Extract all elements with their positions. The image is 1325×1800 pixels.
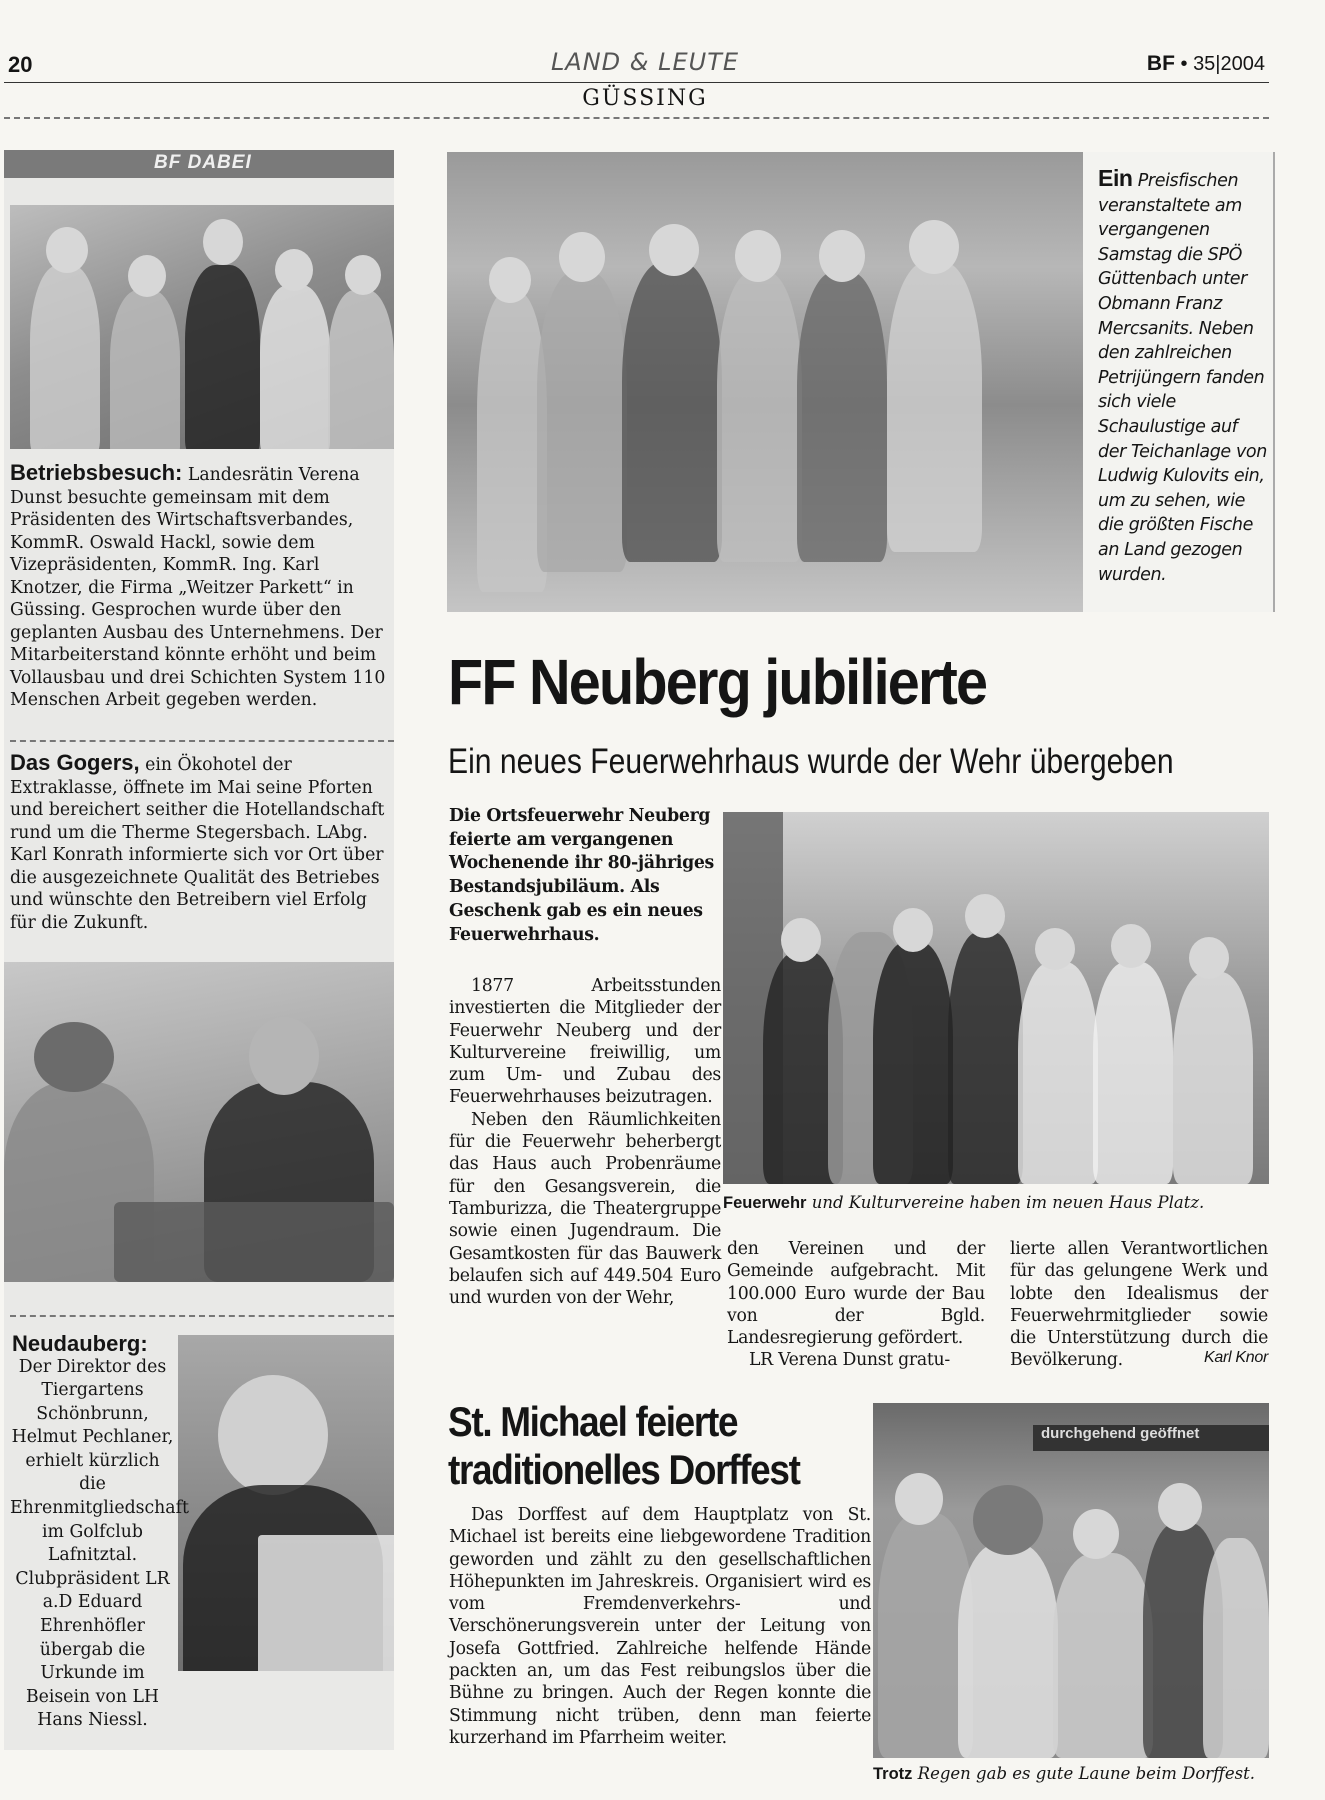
issue-number: 35|2004 <box>1193 53 1265 75</box>
photo-betriebsbesuch <box>10 205 394 449</box>
caption-preisfischen <box>1098 166 1268 587</box>
sidebar-divider <box>10 740 394 742</box>
photo-gogers <box>4 962 394 1282</box>
header-rule <box>4 82 1269 83</box>
photo-caption-lead: Trotz <box>873 1765 913 1783</box>
sidebar-item-text: ein Ökohotel der Extraklasse, öffnete im Mai seine Pforten und bereichert seither die Hotellandschaft rund um die Therme Stegersbach. LAbg. Karl Konrath informierte sich vor Ort über die ausgezeichnete Qualität des Betriebes und wünschte den Betreibern viel Erfolg für die Zukunft. <box>10 755 385 933</box>
caption-text: Preisfischen veranstaltete am vergangenen Samstag die SPÖ Güttenbach unter Obmann Franz Mercsanits. Neben den zahlreichen Petrijüngern fanden sich viele Schaulustige auf der Teichanlage von Ludwig Kulovits ein, um zu sehen, wie die größten Fische an Land gezogen wurden. <box>1098 171 1267 585</box>
article-paragraph: 1877 Arbeitsstunden investierten die Mitglieder der Feuerwehr Neuberg und der Kulturvereine freiwillig, um zum Um- und Zubau des Feuerwehrhauses beizutragen. <box>449 976 721 1108</box>
sidebar-item-betriebsbesuch <box>10 462 388 712</box>
photo-feuerwehr <box>723 812 1269 1184</box>
photo-caption-text: Regen gab es gute Laune beim Dorffest. <box>912 1764 1255 1783</box>
caption-lead: Ein <box>1098 165 1133 191</box>
section-title: LAND & LEUTE <box>550 48 740 76</box>
headline-ff-neuberg: FF Neuberg jubilierte <box>448 646 987 718</box>
article-lead: Die Ortsfeuerwehr Neuberg feierte am vergangenen Wochenende ihr 80-jähriges Bestandsjubiläum. Als Geschenk gab es ein neues Feuerwehrhaus. <box>449 806 714 945</box>
sidebar-item-lead: Neudauberg: <box>12 1331 148 1356</box>
photo-caption-text: und Kulturvereine haben im neuen Haus Platz. <box>806 1193 1205 1212</box>
article-paragraph: Neben den Räumlichkeiten für die Feuerwehr beherbergt das Haus auch Probenräume für den Gesangsverein, die Tamburizza, die Theatergruppe sowie einen Jugendraum. Die Gesamtkosten für das Bauwerk belaufen sich auf 449.504 Euro und wurden von der Wehr, <box>449 1109 721 1309</box>
sidebar-item-lead: Betriebsbesuch: <box>10 460 183 485</box>
photo-dorffest <box>873 1403 1269 1758</box>
article-col2 <box>727 1238 985 1372</box>
sidebar-item-gogers <box>10 752 388 934</box>
article-paragraph: Das Dorffest auf dem Hauptplatz von St. Michael ist bereits eine liebgewordene Tradition geworden und zählt zu den gesellschaftlichen Höhepunkten im Jahreskreis. Organisiert wird es vom Fremdenverkehrs- und Verschönerungsverein unter der Leitung von Josefa Gottfried. Zahlreiche helfende Hände packten an, um das Fest reibungslos über die Bühne zu bringen. Auch der Regen konnte die Stimmung nicht trüben, denn man feierte kurzerhand im Pfarrheim weiter. <box>449 1505 871 1748</box>
sidebar-item-text: Der Direktor des Tiergartens Schönbrunn, Helmut Pechlaner, erhielt kürzlich die Ehrenmitgliedschaft im Golfclub Lafnitztal. Clubpräsident LR a.D Eduard Ehrenhöfler übergab die Urkunde im Beisein von LH Hans Niessl. <box>10 1356 189 1731</box>
sidebar-label: BF DABEI <box>154 152 252 173</box>
issue-separator: • <box>1180 53 1188 75</box>
page-number: 20 <box>8 52 33 77</box>
photo-caption-feuerwehr <box>723 1193 1204 1213</box>
publication-name: BF <box>1146 52 1175 75</box>
article2-text <box>449 1504 871 1749</box>
article-paragraph: lierte allen Verantwortlichen für das gelungene Werk und lobte den Idealismus der Feuerwehrmitglieder sowie die Unterstützung durch die Bevölkerung. <box>1010 1239 1268 1371</box>
sidebar-item-text: Landesrätin Verena Dunst besuchte gemeinsam mit dem Präsidenten des Wirtschaftsverbandes, KommR. Oswald Hackl, sowie dem Vizepräsidenten, KommR. Ing. Karl Knotzer, die Firma „Weitzer Parkett“ in Güssing. Gesprochen wurde über den geplanten Ausbau des Unternehmens. Der Mitarbeiterstand könnte erhöht und beim Vollausbau und drei Schichten System 110 Menschen Arbeit gegeben werden. <box>10 465 386 710</box>
photo-preisfischen <box>447 152 1083 612</box>
article-paragraph: den Vereinen und der Gemeinde aufgebracht. Mit 100.000 Euro wurde der Bau von der Bgld. Landesregierung gefördert. <box>727 1239 985 1349</box>
header-dashed-rule <box>4 117 1269 119</box>
sidebar-item-lead: Das Gogers, <box>10 750 140 775</box>
article-paragraph: LR Verena Dunst gratu- <box>749 1350 950 1371</box>
photo-caption-dorffest <box>873 1764 1255 1784</box>
article-col1 <box>449 975 721 1309</box>
issue-info <box>1147 52 1265 76</box>
sidebar-label-bar <box>4 150 394 178</box>
photo-sign: durchgehend geöffnet <box>1033 1425 1269 1451</box>
subheadline-ff-neuberg: Ein neues Feuerwehrhaus wurde der Wehr übergeben <box>448 742 1174 781</box>
article-col3 <box>1010 1238 1268 1372</box>
sidebar-item-neudauberg <box>10 1331 189 1733</box>
photo-neudauberg <box>178 1335 394 1671</box>
photo-caption-lead: Feuerwehr <box>723 1194 807 1212</box>
headline-st-michael: St. Michael feierte traditionelles Dorffest <box>448 1398 800 1493</box>
sidebar-divider <box>10 1315 394 1317</box>
region-title: GÜSSING <box>582 86 708 111</box>
article-author: Karl Knor <box>1204 1349 1268 1367</box>
